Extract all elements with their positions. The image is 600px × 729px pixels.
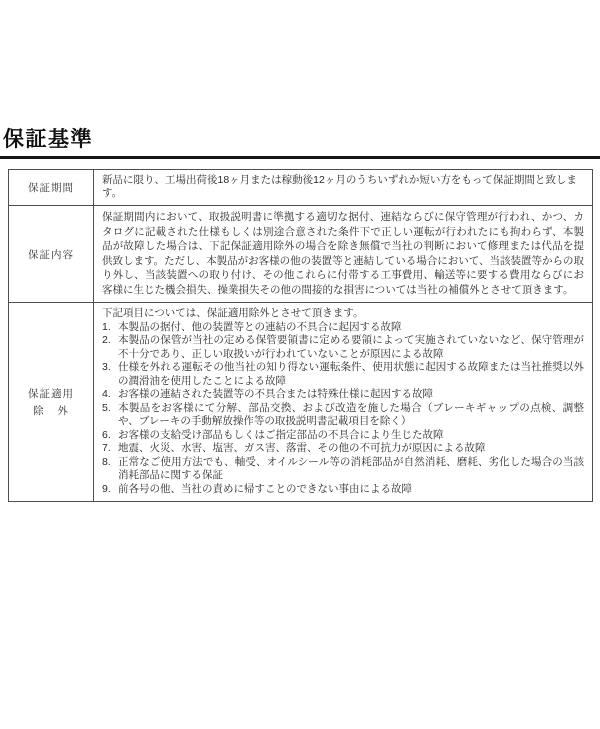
warranty-period-text: 新品に限り、工場出荷後18ヶ月または稼動後12ヶ月のうちいずれか短い方をもって保証期間と致します。 xyxy=(94,170,593,206)
exclusion-item-1 xyxy=(102,321,584,335)
page-title: 保証基準 xyxy=(3,128,93,151)
label-warranty-coverage: 保証内容 xyxy=(9,206,94,303)
item-text: 本製品の保管が当社の定める保管要領書に定める要領によって実施されていないなど、保守管理が不十分であり、正しい取扱いが行われていないことが原因による故障 xyxy=(118,334,584,360)
item-number: 8. xyxy=(102,455,111,468)
item-text: 地震、火災、水害、塩害、ガス害、落雷、その他の不可抗力が原因による故障 xyxy=(118,442,486,454)
item-text: 仕様を外れる運転その他当社の知り得ない運転条件、使用状態に起因する故障または当社推奨以外の潤滑油を使用したことによる故障 xyxy=(118,361,584,387)
label-warranty-exclusions xyxy=(9,303,94,502)
item-number: 5. xyxy=(102,401,111,414)
exclusion-item-9 xyxy=(102,483,584,497)
item-number: 1. xyxy=(102,320,111,333)
item-number: 2. xyxy=(102,334,111,346)
item-text: お客様の支給受け部品もしくはご指定部品の不具合により生じた故障 xyxy=(118,428,444,441)
item-number: 4. xyxy=(102,388,111,400)
row-warranty-period xyxy=(9,170,593,206)
item-text: 正常なご使用方法でも、軸受、オイルシール等の消耗部品が自然消耗、磨耗、劣化した場合の当該消耗部品に関する保証 xyxy=(118,455,584,481)
warranty-table xyxy=(8,169,593,502)
item-text: 本製品をお客様にて分解、部品交換、および改造を施した場合（ブレーキギャップの点検、調整や、ブレーキの手動解放操作等の取扱説明書記載項目を除く） xyxy=(118,401,584,427)
item-text: 前各号の他、当社の責めに帰すことのできない事由による故障 xyxy=(118,482,412,495)
exclusion-item-8 xyxy=(102,456,584,483)
exclusion-item-5 xyxy=(102,402,584,429)
item-number: 3. xyxy=(102,361,111,373)
row-warranty-coverage xyxy=(9,206,593,303)
label-warranty-period: 保証期間 xyxy=(9,170,94,206)
title-rule xyxy=(0,156,600,159)
warranty-exclusions-cell xyxy=(94,303,593,502)
item-number: 6. xyxy=(102,428,111,441)
exclusions-list xyxy=(102,321,584,497)
exclusion-item-6 xyxy=(102,429,584,443)
item-number: 9. xyxy=(102,482,111,495)
item-text: お客様の連結された装置等の不具合または特殊仕様に起因する故障 xyxy=(118,388,433,400)
exclusion-item-2 xyxy=(102,334,584,361)
exclusion-item-7 xyxy=(102,442,584,456)
label-exclusions-line2: 除 外 xyxy=(33,405,69,417)
warranty-coverage-text: 保証期間内において、取扱説明書に準拠する適切な据付、連結ならびに保守管理が行われ、かつ、カタログに記載された仕様もしくは別途合意された条件下で正しい運転が行われたにも拘わらず、本製品が故障した場合は、下記保証適用除外の場合を除き無償で当社の判断において修理または代品を提供致します。ただし、本製品がお客様の他の装置等と連結している場合において、当該装置等からの取り外し、当該装置への取り付け、その他これらに付帯する工事費用、輸送等に要する費用ならびにお客様に生じた機会損失、操業損失その他の間接的な損害については当社の補償外とさせて頂きます。 xyxy=(94,206,593,303)
row-warranty-exclusions xyxy=(9,303,593,502)
item-number: 7. xyxy=(102,442,111,454)
item-text: 本製品の据付、他の装置等との連結の不具合に起因する故障 xyxy=(118,320,402,333)
document-page xyxy=(0,129,600,729)
label-exclusions-line1: 保証適用 xyxy=(28,388,74,400)
exclusion-item-3 xyxy=(102,361,584,388)
exclusion-item-4 xyxy=(102,388,584,402)
exclusions-intro: 下記項目については、保証適用除外とさせて頂きます。 xyxy=(102,307,364,319)
